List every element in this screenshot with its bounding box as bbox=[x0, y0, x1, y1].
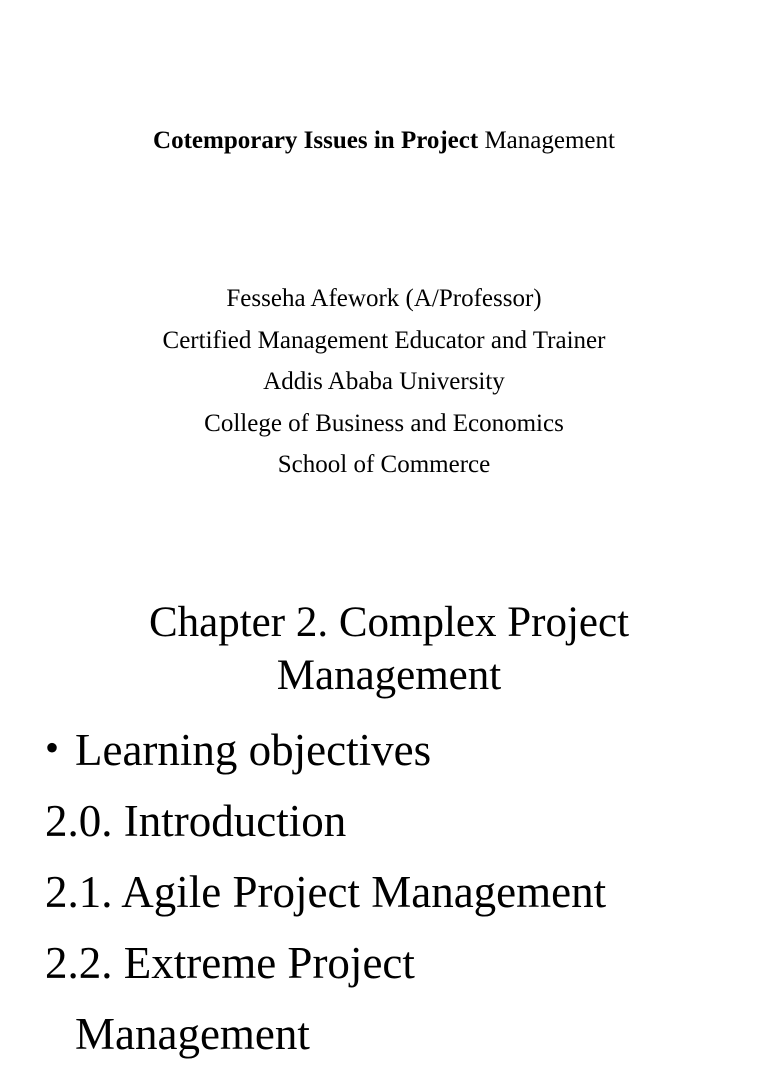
author-college: College of Business and Economics bbox=[204, 409, 564, 437]
outline-item-introduction: 2.0. Introduction bbox=[45, 796, 347, 846]
author-block bbox=[0, 283, 768, 491]
document-title bbox=[0, 124, 768, 158]
outline-item-agile: 2.1. Agile Project Management bbox=[45, 867, 607, 917]
chapter-heading bbox=[0, 596, 778, 702]
chapter-heading-line-2: Management bbox=[276, 652, 502, 699]
author-school: School of Commerce bbox=[277, 451, 491, 478]
outline-item-learning-objectives bbox=[45, 722, 768, 793]
chapter-outline bbox=[45, 722, 768, 1077]
outline-item-label: Learning objectives bbox=[75, 725, 432, 775]
outline-item-extreme-continued: Management bbox=[75, 1009, 310, 1059]
bullet-icon: • bbox=[45, 725, 60, 770]
document-title-normal: Management bbox=[484, 127, 615, 154]
author-credential: Certified Management Educator and Trainer bbox=[162, 326, 606, 354]
author-university: Addis Ababa University bbox=[263, 368, 505, 395]
chapter-heading-line-1: Chapter 2. Complex Project bbox=[148, 599, 630, 646]
author-name: Fesseha Afework (A/Professor) bbox=[226, 285, 542, 312]
document-title-bold: Cotemporary Issues in Project bbox=[153, 127, 485, 154]
outline-item-extreme: 2.2. Extreme Project bbox=[45, 938, 415, 988]
